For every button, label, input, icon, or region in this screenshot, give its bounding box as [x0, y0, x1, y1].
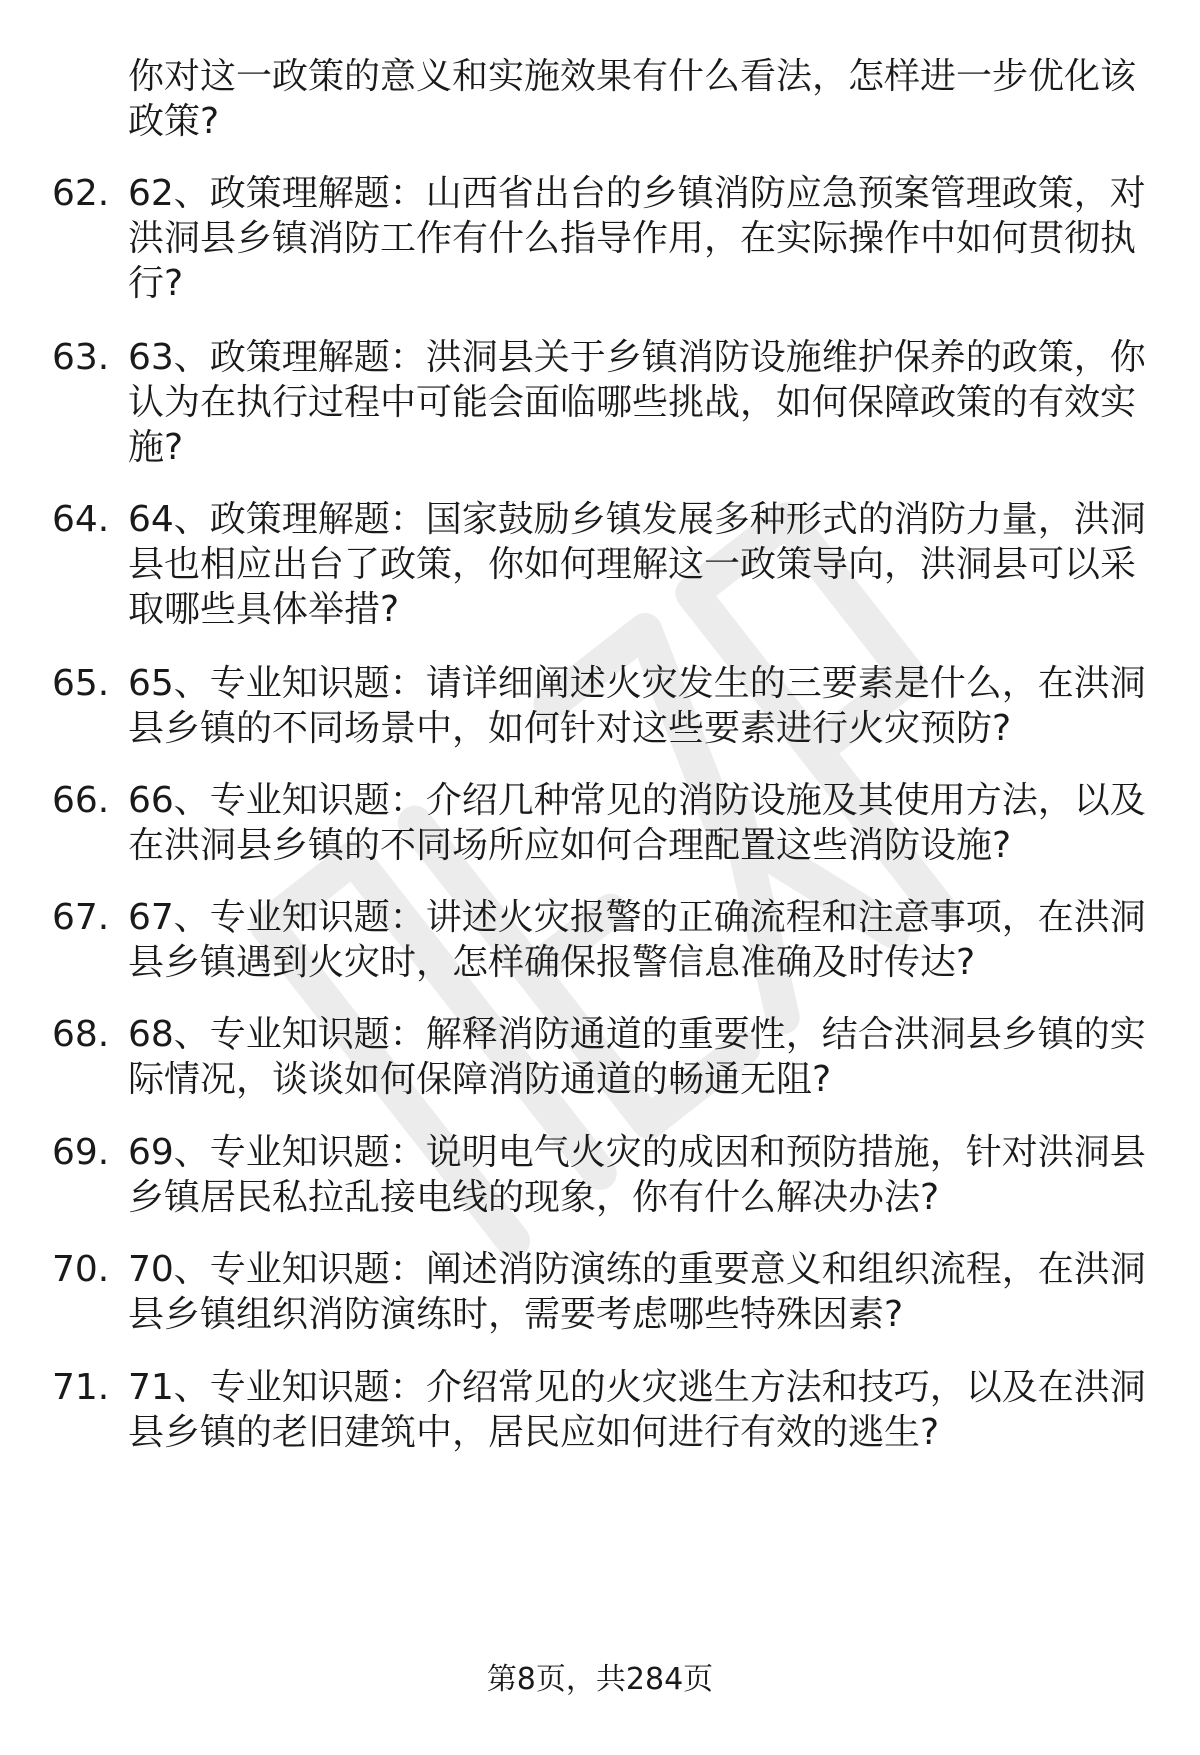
item-number: 65. — [52, 663, 110, 704]
item-text-line: 乡镇居民私拉乱接电线的现象，你有什么解决办法? — [128, 1177, 940, 1218]
item-text-line: 际情况，谈谈如何保障消防通道的畅通无阻? — [128, 1059, 832, 1100]
page-footer-label: 第8页，共284页 — [486, 1662, 714, 1697]
item-text-line: 施? — [128, 427, 184, 468]
item-text-line: 71、专业知识题：介绍常见的火灾逃生方法和技巧，以及在洪洞 — [128, 1367, 1146, 1408]
item-number: 69. — [52, 1132, 110, 1173]
item-text-line: 县乡镇的老旧建筑中，居民应如何进行有效的逃生? — [128, 1412, 940, 1453]
item-text-line: 县乡镇组织消防演练时，需要考虑哪些特殊因素? — [128, 1294, 904, 1335]
item-number: 66. — [52, 780, 110, 821]
item-text-line: 67、专业知识题：讲述火灾报警的正确流程和注意事项，在洪洞 — [128, 897, 1146, 938]
item-number: 71. — [52, 1367, 110, 1408]
item-text-line: 认为在执行过程中可能会面临哪些挑战，如何保障政策的有效实 — [128, 382, 1137, 423]
item-number: 67. — [52, 897, 110, 938]
item-text-line: 在洪洞县乡镇的不同场所应如何合理配置这些消防设施? — [128, 825, 1012, 866]
item-text-line: 63、政策理解题：洪洞县关于乡镇消防设施维护保养的政策，你 — [128, 337, 1146, 378]
item-number: 63. — [52, 337, 110, 378]
item-text-line: 行? — [128, 263, 184, 304]
item-text-line: 取哪些具体举措? — [128, 589, 400, 630]
item-number: 68. — [52, 1014, 110, 1055]
item-text-line: 洪洞县乡镇消防工作有什么指导作用，在实际操作中如何贯彻执 — [128, 218, 1137, 259]
continuation-line: 政策? — [128, 101, 220, 142]
item-text-line: 69、专业知识题：说明电气火灾的成因和预防措施，针对洪洞县 — [128, 1132, 1146, 1173]
continuation-line: 你对这一政策的意义和实施效果有什么看法，怎样进一步优化该 — [128, 56, 1137, 97]
item-text-line: 县乡镇遇到火灾时，怎样确保报警信息准确及时传达? — [128, 942, 976, 983]
item-text-line: 64、政策理解题：国家鼓励乡镇发展多种形式的消防力量，洪洞 — [128, 499, 1146, 540]
item-text-line: 县乡镇的不同场景中，如何针对这些要素进行火灾预防? — [128, 708, 1012, 749]
item-number: 64. — [52, 499, 110, 540]
item-text-line: 62、政策理解题：山西省出台的乡镇消防应急预案管理政策，对 — [128, 173, 1146, 214]
item-text-line: 65、专业知识题：请详细阐述火灾发生的三要素是什么，在洪洞 — [128, 663, 1146, 704]
item-text-line: 70、专业知识题：阐述消防演练的重要意义和组织流程，在洪洞 — [128, 1249, 1146, 1290]
item-text-line: 66、专业知识题：介绍几种常见的消防设施及其使用方法，以及 — [128, 780, 1146, 821]
item-number: 70. — [52, 1249, 110, 1290]
item-number: 62. — [52, 173, 110, 214]
item-text-line: 县也相应出台了政策，你如何理解这一政策导向，洪洞县可以采 — [128, 544, 1137, 585]
item-text-line: 68、专业知识题：解释消防通道的重要性，结合洪洞县乡镇的实 — [128, 1014, 1146, 1055]
